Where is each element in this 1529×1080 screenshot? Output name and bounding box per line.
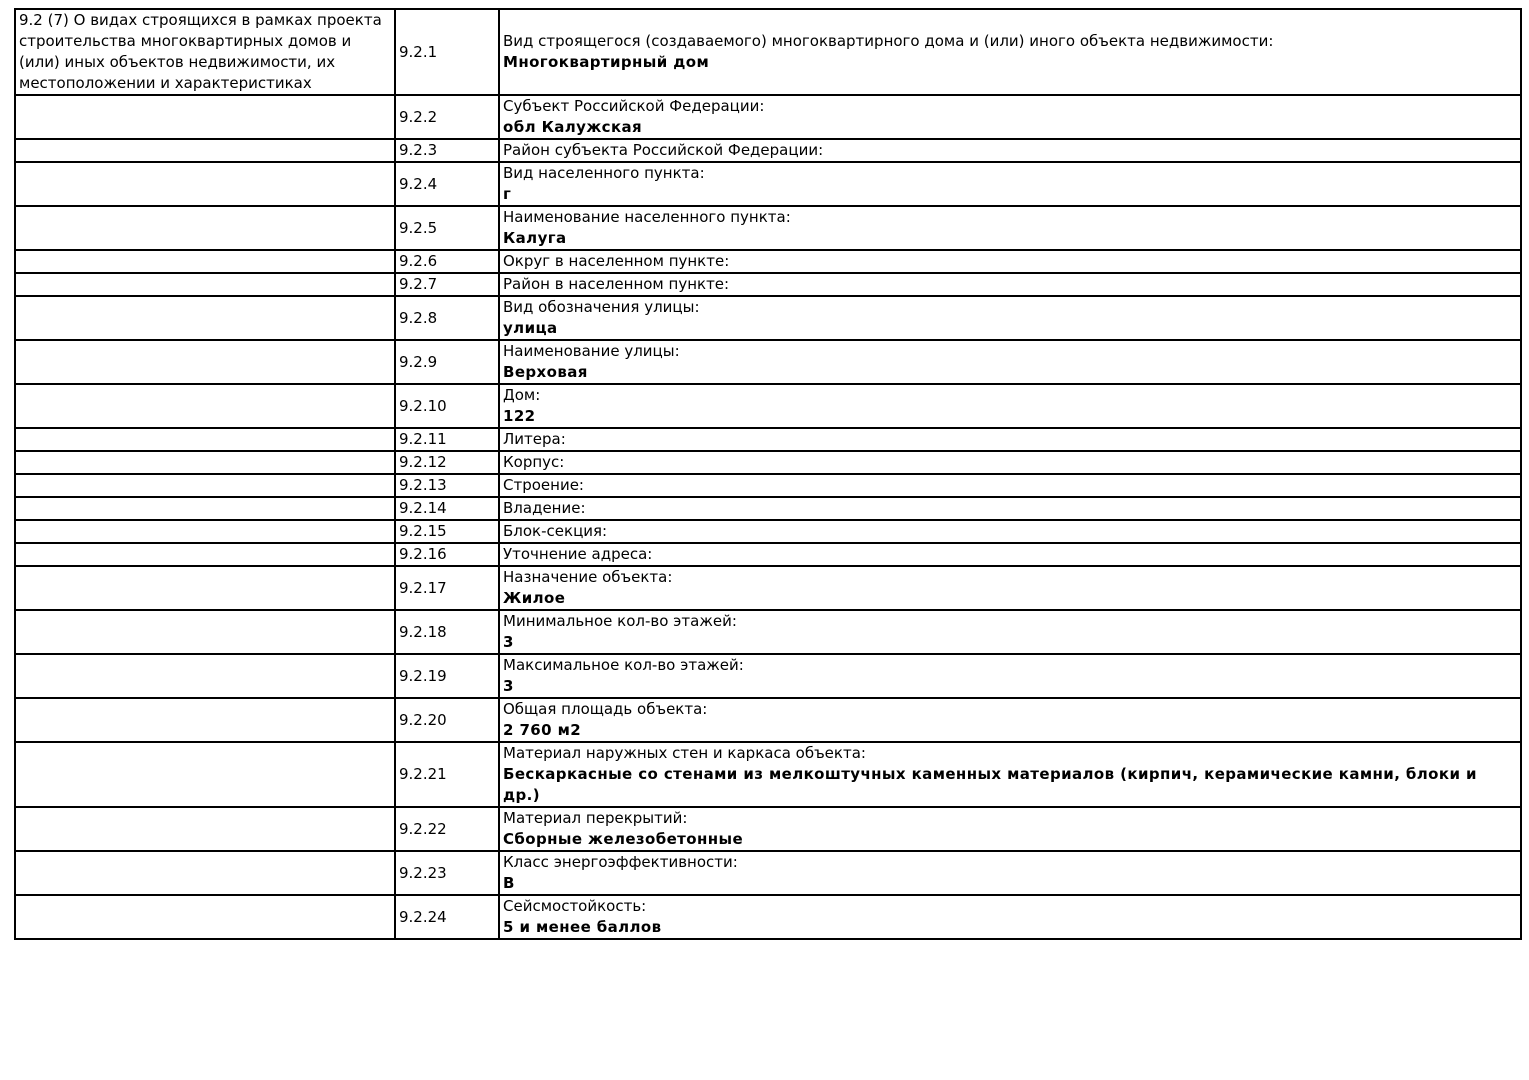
row-number-cell bbox=[395, 497, 499, 520]
table-row bbox=[15, 273, 1521, 296]
project-declaration-table bbox=[14, 8, 1522, 940]
field-label: Материал перекрытий: bbox=[503, 809, 688, 827]
row-number: 9.2.6 bbox=[399, 252, 438, 270]
row-content-cell bbox=[499, 851, 1521, 895]
field-label: Вид населенного пункта: bbox=[503, 164, 705, 182]
field-value: Калуга bbox=[503, 229, 567, 247]
row-number-cell bbox=[395, 610, 499, 654]
row-number: 9.2.1 bbox=[399, 42, 438, 61]
field-label: Субъект Российской Федерации: bbox=[503, 97, 765, 115]
table-row bbox=[15, 474, 1521, 497]
row-number: 9.2.18 bbox=[399, 622, 447, 641]
row-number-cell bbox=[395, 654, 499, 698]
row-content-cell bbox=[499, 451, 1521, 474]
row-number: 9.2.4 bbox=[399, 174, 438, 193]
row-content-cell bbox=[499, 543, 1521, 566]
row-number: 9.2.21 bbox=[399, 765, 447, 783]
section-title-cell bbox=[15, 698, 395, 742]
row-number: 9.2.7 bbox=[399, 275, 438, 293]
table-row bbox=[15, 742, 1521, 807]
row-number-cell bbox=[395, 474, 499, 497]
table-row bbox=[15, 566, 1521, 610]
field-label: Класс энергоэффективности: bbox=[503, 853, 738, 871]
table-row bbox=[15, 520, 1521, 543]
row-number-cell bbox=[395, 384, 499, 428]
row-number: 9.2.12 bbox=[399, 453, 447, 471]
table-row bbox=[15, 543, 1521, 566]
row-content-cell bbox=[499, 9, 1521, 95]
table-row bbox=[15, 807, 1521, 851]
table-row bbox=[15, 340, 1521, 384]
section-title-cell bbox=[15, 566, 395, 610]
field-label: Наименование населенного пункта: bbox=[503, 208, 791, 226]
field-label: Округ в населенном пункте: bbox=[503, 252, 730, 270]
row-number: 9.2.9 bbox=[399, 352, 438, 371]
section-title-cell bbox=[15, 851, 395, 895]
row-number-cell bbox=[395, 520, 499, 543]
section-title-cell bbox=[15, 474, 395, 497]
table-row bbox=[15, 654, 1521, 698]
table-row bbox=[15, 698, 1521, 742]
row-content-cell bbox=[499, 95, 1521, 139]
section-title-cell bbox=[15, 206, 395, 250]
field-label: Район субъекта Российской Федерации: bbox=[503, 141, 824, 159]
row-content-cell bbox=[499, 497, 1521, 520]
row-content-cell bbox=[499, 654, 1521, 698]
row-content-cell bbox=[499, 895, 1521, 939]
row-number-cell bbox=[395, 428, 499, 451]
field-value: Верховая bbox=[503, 363, 588, 381]
row-number: 9.2.11 bbox=[399, 430, 447, 448]
declaration-table-body bbox=[15, 9, 1521, 939]
table-row bbox=[15, 250, 1521, 273]
row-number-cell bbox=[395, 296, 499, 340]
row-number: 9.2.8 bbox=[399, 308, 438, 327]
section-title-cell bbox=[15, 273, 395, 296]
field-value: 5 и менее баллов bbox=[503, 918, 662, 936]
row-number: 9.2.15 bbox=[399, 522, 447, 540]
table-row bbox=[15, 451, 1521, 474]
table-row bbox=[15, 895, 1521, 939]
row-number: 9.2.16 bbox=[399, 545, 447, 563]
field-label: Минимальное кол-во этажей: bbox=[503, 612, 737, 630]
row-content-cell bbox=[499, 698, 1521, 742]
row-number: 9.2.13 bbox=[399, 476, 447, 494]
row-content-cell bbox=[499, 296, 1521, 340]
row-number-cell bbox=[395, 273, 499, 296]
field-label: Сейсмостойкость: bbox=[503, 897, 647, 915]
section-title-cell bbox=[15, 497, 395, 520]
field-label: Корпус: bbox=[503, 453, 565, 471]
row-number-cell bbox=[395, 162, 499, 206]
section-title-cell bbox=[15, 162, 395, 206]
table-row bbox=[15, 610, 1521, 654]
row-number: 9.2.10 bbox=[399, 396, 447, 415]
field-label: Уточнение адреса: bbox=[503, 545, 653, 563]
field-label: Вид обозначения улицы: bbox=[503, 298, 700, 316]
row-content-cell bbox=[499, 139, 1521, 162]
section-title-cell bbox=[15, 451, 395, 474]
row-number: 9.2.3 bbox=[399, 141, 438, 159]
row-content-cell bbox=[499, 610, 1521, 654]
section-title-cell bbox=[15, 139, 395, 162]
section-title-cell bbox=[15, 428, 395, 451]
row-number: 9.2.20 bbox=[399, 710, 447, 729]
row-number-cell bbox=[395, 807, 499, 851]
table-row bbox=[15, 296, 1521, 340]
field-label: Владение: bbox=[503, 499, 586, 517]
section-title-cell bbox=[15, 610, 395, 654]
row-number-cell bbox=[395, 895, 499, 939]
section-title-cell bbox=[15, 250, 395, 273]
row-number-cell bbox=[395, 851, 499, 895]
row-number-cell bbox=[395, 95, 499, 139]
row-number-cell bbox=[395, 206, 499, 250]
row-number-cell bbox=[395, 698, 499, 742]
field-label: Материал наружных стен и каркаса объекта: bbox=[503, 744, 866, 762]
row-number: 9.2.14 bbox=[399, 499, 447, 517]
row-number: 9.2.24 bbox=[399, 907, 447, 926]
field-value: 3 bbox=[503, 633, 514, 651]
row-content-cell bbox=[499, 520, 1521, 543]
section-title-cell bbox=[15, 296, 395, 340]
row-content-cell bbox=[499, 340, 1521, 384]
section-title-cell bbox=[15, 520, 395, 543]
field-label: Назначение объекта: bbox=[503, 568, 673, 586]
section-title-cell bbox=[15, 95, 395, 139]
row-content-cell bbox=[499, 162, 1521, 206]
field-value: Многоквартирный дом bbox=[503, 53, 710, 71]
field-label: Район в населенном пункте: bbox=[503, 275, 730, 293]
row-content-cell bbox=[499, 474, 1521, 497]
field-value: Сборные железобетонные bbox=[503, 830, 744, 848]
field-value: Бескаркасные со стенами из мелкоштучных каменных материалов (кирпич, керамические камни, блоки и др.) bbox=[503, 765, 1477, 804]
table-row bbox=[15, 851, 1521, 895]
field-value: 122 bbox=[503, 407, 536, 425]
field-label: Максимальное кол-во этажей: bbox=[503, 656, 744, 674]
row-number: 9.2.19 bbox=[399, 666, 447, 685]
row-content-cell bbox=[499, 807, 1521, 851]
field-value: Жилое bbox=[503, 589, 566, 607]
row-content-cell bbox=[499, 428, 1521, 451]
section-title-cell bbox=[15, 807, 395, 851]
section-title: 9.2 (7) О видах строящихся в рамках проекта строительства многоквартирных домов и (или) иных объектов недвижимости, их местоположении и характеристиках bbox=[19, 11, 382, 92]
row-number: 9.2.17 bbox=[399, 578, 447, 597]
table-row bbox=[15, 206, 1521, 250]
row-number-cell bbox=[395, 250, 499, 273]
field-value: В bbox=[503, 874, 515, 892]
section-title-cell bbox=[15, 543, 395, 566]
table-row bbox=[15, 497, 1521, 520]
row-number-cell bbox=[395, 742, 499, 807]
section-title-cell bbox=[15, 654, 395, 698]
row-number: 9.2.22 bbox=[399, 819, 447, 838]
table-row bbox=[15, 95, 1521, 139]
field-value: 2 760 м2 bbox=[503, 721, 582, 739]
row-content-cell bbox=[499, 566, 1521, 610]
field-value: г bbox=[503, 185, 512, 203]
row-number-cell bbox=[395, 451, 499, 474]
row-number-cell bbox=[395, 543, 499, 566]
field-label: Блок-секция: bbox=[503, 522, 608, 540]
field-label: Вид строящегося (создаваемого) многоквартирного дома и (или) иного объекта недвижимости: bbox=[503, 32, 1274, 50]
table-row bbox=[15, 162, 1521, 206]
row-number: 9.2.2 bbox=[399, 107, 438, 126]
section-title-cell bbox=[15, 895, 395, 939]
table-row bbox=[15, 428, 1521, 451]
row-number: 9.2.23 bbox=[399, 863, 447, 882]
field-label: Строение: bbox=[503, 476, 584, 494]
field-value: обл Калужская bbox=[503, 118, 643, 136]
section-title-cell bbox=[15, 742, 395, 807]
field-label: Наименование улицы: bbox=[503, 342, 680, 360]
row-content-cell bbox=[499, 384, 1521, 428]
row-content-cell bbox=[499, 206, 1521, 250]
section-title-cell bbox=[15, 384, 395, 428]
field-label: Общая площадь объекта: bbox=[503, 700, 708, 718]
section-title-cell bbox=[15, 340, 395, 384]
row-content-cell bbox=[499, 250, 1521, 273]
row-number-cell bbox=[395, 9, 499, 95]
field-label: Литера: bbox=[503, 430, 566, 448]
field-value: улица bbox=[503, 319, 558, 337]
row-number: 9.2.5 bbox=[399, 218, 438, 237]
table-row bbox=[15, 9, 1521, 95]
row-content-cell bbox=[499, 742, 1521, 807]
table-row bbox=[15, 384, 1521, 428]
section-title-cell bbox=[15, 9, 395, 95]
row-content-cell bbox=[499, 273, 1521, 296]
row-number-cell bbox=[395, 566, 499, 610]
field-label: Дом: bbox=[503, 386, 541, 404]
row-number-cell bbox=[395, 139, 499, 162]
table-row bbox=[15, 139, 1521, 162]
field-value: 3 bbox=[503, 677, 514, 695]
row-number-cell bbox=[395, 340, 499, 384]
